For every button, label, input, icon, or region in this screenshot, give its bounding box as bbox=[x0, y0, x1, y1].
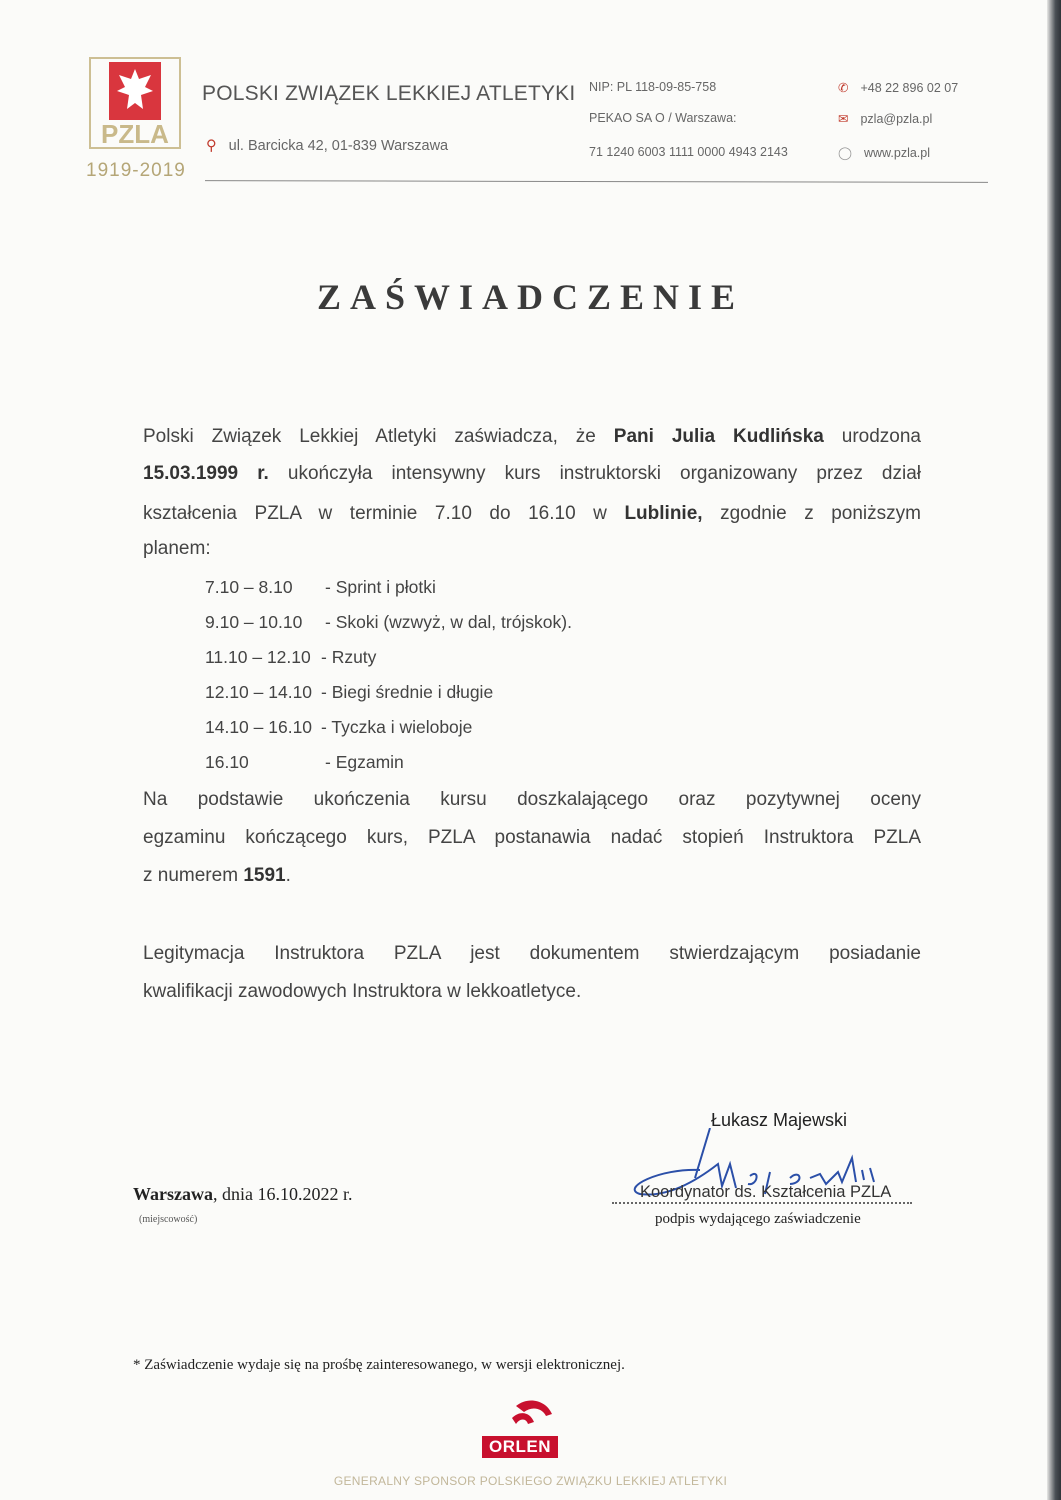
orlen-logo: ORLEN bbox=[482, 1436, 558, 1458]
schedule-activity: - Tyczka i wieloboje bbox=[321, 717, 473, 737]
body-line bbox=[143, 977, 921, 1007]
text-segment: kształcenia PZLA w terminie 7.10 do 16.10 w bbox=[143, 503, 625, 524]
text-segment: egzaminu kończącego kurs, PZLA postanawia nadać stopień Instruktora PZLA bbox=[143, 827, 921, 848]
text-segment: Legitymacja Instruktora PZLA jest dokumentem stwierdzającym posiadanie bbox=[143, 943, 921, 964]
body-line bbox=[143, 499, 921, 529]
phone-text: +48 22 896 02 07 bbox=[860, 81, 959, 95]
schedule-dates: 9.10 – 10.10 bbox=[205, 612, 303, 632]
schedule-activity: - Rzuty bbox=[321, 647, 377, 667]
text-segment: ukończyła intensywny kurs instruktorski organizowany przez dział bbox=[268, 463, 922, 484]
emphasized-text: 1591 bbox=[243, 865, 286, 886]
schedule-activity: - Sprint i płotki bbox=[325, 577, 436, 597]
text-segment: planem: bbox=[143, 538, 211, 559]
envelope-icon: ✉ bbox=[838, 112, 849, 126]
schedule-dates: 11.10 – 12.10 bbox=[205, 647, 311, 667]
place-caption: (miejscowość) bbox=[139, 1214, 198, 1225]
email bbox=[838, 111, 932, 126]
signer-name: Łukasz Majewski bbox=[711, 1110, 848, 1130]
phone bbox=[838, 80, 958, 95]
body-line bbox=[143, 459, 921, 489]
schedule-dates: 12.10 – 14.10 bbox=[205, 682, 313, 702]
globe-icon: ◯ bbox=[838, 146, 852, 160]
body-line bbox=[143, 939, 921, 969]
text-segment: Na podstawie ukończenia kursu doszkalającego oraz pozytywnej oceny bbox=[143, 789, 921, 810]
nip: NIP: PL 118-09-85-758 bbox=[589, 80, 717, 94]
website bbox=[838, 145, 930, 160]
sponsor-tagline: GENERALNY SPONSOR POLSKIEGO ZWIĄZKU LEKKIEJ ATLETYKI bbox=[333, 1474, 728, 1488]
website-link[interactable]: www.pzla.pl bbox=[864, 146, 930, 160]
signature-caption: podpis wydającego zaświadczenie bbox=[655, 1211, 861, 1227]
emphasized-text: 15.03.1999 r. bbox=[143, 463, 269, 484]
address-text: ul. Barcicka 42, 01-839 Warszawa bbox=[228, 138, 449, 154]
place-date bbox=[133, 1184, 353, 1205]
body-line bbox=[143, 534, 921, 564]
footnote: * Zaświadczenie wydaje się na prośbę zainteresowanego, w wersji elektronicznej. bbox=[133, 1357, 625, 1373]
org-name: POLSKI ZWIĄZEK LEKKIEJ ATLETYKI bbox=[202, 82, 576, 105]
bank-name: PEKAO SA O / Warszawa: bbox=[589, 111, 737, 125]
schedule-dates: 16.10 bbox=[205, 752, 249, 772]
header-divider bbox=[205, 180, 988, 183]
signer-role: Koordynator ds. Kształcenia PZLA bbox=[612, 1183, 912, 1204]
emphasized-text: Pani Julia Kudlińska bbox=[613, 426, 824, 447]
schedule-activity: - Skoki (wzwyż, w dal, trójskok). bbox=[325, 612, 572, 632]
body-line bbox=[143, 823, 921, 853]
body-line bbox=[143, 861, 921, 891]
text-segment: kwalifikacji zawodowych Instruktora w lekkoatletyce. bbox=[143, 981, 582, 1002]
page-edge bbox=[1047, 0, 1061, 1500]
bank-account: 71 1240 6003 1111 0000 4943 2143 bbox=[589, 145, 788, 159]
schedule-dates: 14.10 – 16.10 bbox=[205, 717, 313, 737]
emphasized-text: Lublinie, bbox=[624, 503, 703, 524]
address bbox=[206, 138, 448, 154]
svg-text:PZLA: PZLA bbox=[101, 119, 169, 149]
text-segment: zgodnie z poniższym bbox=[702, 503, 921, 524]
anniversary-years: 1919-2019 bbox=[86, 160, 186, 181]
document-title: ZAŚWIADCZENIE bbox=[316, 277, 745, 317]
text-segment: Polski Związek Lekkiej Atletyki zaświadcza, że bbox=[143, 426, 614, 447]
schedule-activity: - Egzamin bbox=[325, 752, 404, 772]
body-line bbox=[143, 785, 921, 815]
location-pin-icon: ⚲ bbox=[206, 138, 217, 154]
text-segment: urodzona bbox=[823, 426, 921, 447]
schedule-activity: - Biegi średnie i długie bbox=[321, 682, 494, 702]
text-segment: . bbox=[285, 865, 291, 886]
phone-icon: ✆ bbox=[838, 81, 849, 95]
body-line bbox=[143, 422, 921, 452]
place: Warszawa bbox=[133, 1184, 213, 1204]
text-segment: z numerem bbox=[143, 865, 244, 886]
email-link[interactable]: pzla@pzla.pl bbox=[860, 112, 933, 126]
orlen-eagle-icon bbox=[508, 1398, 558, 1439]
date: , dnia 16.10.2022 r. bbox=[213, 1184, 353, 1204]
schedule-dates: 7.10 – 8.10 bbox=[205, 577, 293, 597]
